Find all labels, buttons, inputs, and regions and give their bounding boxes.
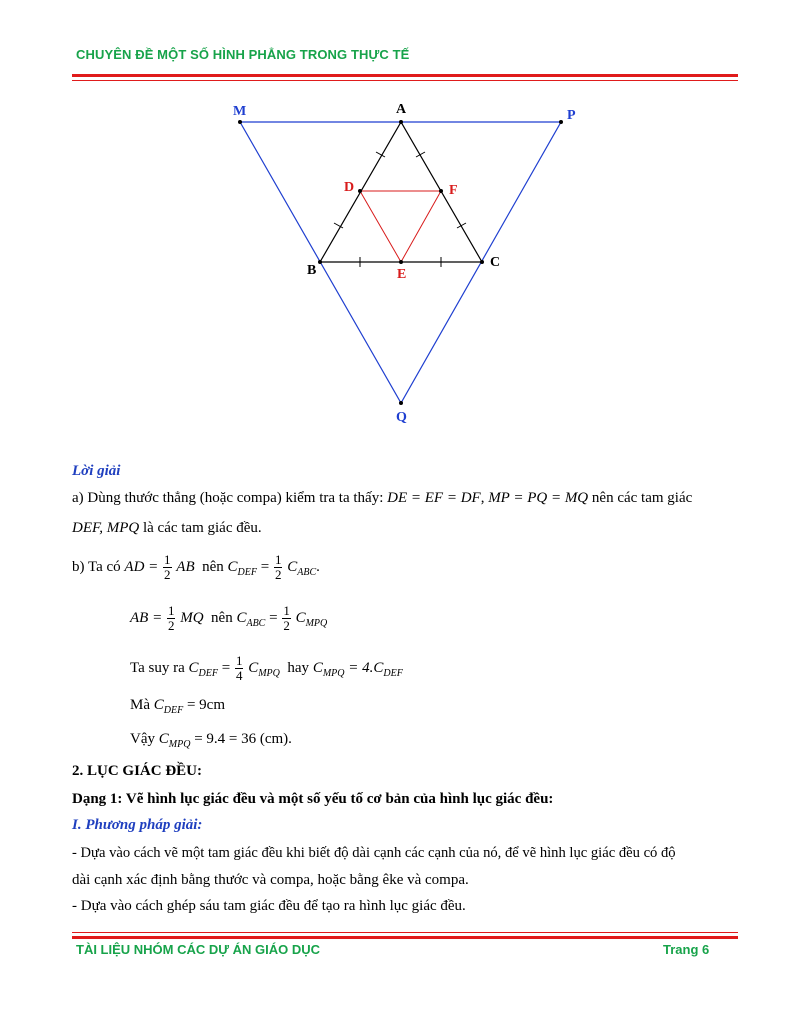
label-a: A (396, 102, 407, 117)
solution-b-line1: b) Ta có AD = $\frac{1}{2}$ AB nên $C_{DEF}$ = $\frac{1}{2}$ $C_{ABC}$. (72, 552, 320, 582)
label-m: M (233, 104, 247, 119)
section2-title: 2. LỤC GIÁC ĐỀU: (72, 763, 203, 779)
section2-dang1: Dạng 1: Vẽ hình lục giác đều và một số yếu tố cơ bản của hình lục giác đều: (72, 791, 554, 807)
point-f (439, 189, 443, 193)
section2-p1-line2: dài cạnh xác định bằng thước và compa, hoặc bằng êke và compa. (72, 872, 469, 888)
point-a (399, 120, 403, 124)
triangle-figure (0, 95, 792, 435)
section2-p2: - Dựa vào cách ghép sáu tam giác đều để tạo ra hình lục giác đều. (72, 898, 466, 914)
point-e (399, 260, 403, 264)
label-p: P (567, 108, 576, 123)
footer-rule (72, 936, 738, 939)
label-f: F (449, 183, 458, 198)
label-b: B (307, 263, 317, 278)
section2-p1-line1: - Dựa vào cách vẽ một tam giác đều khi biết độ dài cạnh các cạnh của nó, để vẽ hình lục giác đều có độ (72, 845, 676, 861)
label-d: D (344, 180, 355, 195)
point-q (399, 401, 403, 405)
footer-left: TÀI LIỆU NHÓM CÁC DỰ ÁN GIÁO DỤC (76, 942, 321, 957)
page-header-title: CHUYÊN ĐỀ MỘT SỐ HÌNH PHẲNG TRONG THỰC TẾ (76, 47, 410, 62)
triangle-def (360, 191, 441, 262)
header-rule (72, 74, 738, 77)
solution-b-line5: Vậy $C_{MPQ} = 9.4 = 36$ (cm). (130, 731, 292, 750)
point-p (559, 120, 563, 124)
point-c (480, 260, 484, 264)
label-q: Q (396, 410, 407, 425)
solution-a-line2: DEF, MPQ là các tam giác đều. (72, 520, 262, 536)
solution-b-line4: Mà $C_{DEF} = 9cm$ (130, 697, 226, 716)
solution-a-line1: a) Dùng thước thẳng (hoặc compa) kiểm tra ta thấy: DE = EF = DF, MP = PQ = MQ nên các tam giác (72, 490, 693, 506)
solution-b-line2: AB = $\frac{1}{2}$ MQ nên $C_{ABC}$ = $\frac{1}{2}$ $C_{MPQ}$ (130, 603, 328, 633)
point-m (238, 120, 242, 124)
solution-b-line3: Ta suy ra $C_{DEF}$ = $\frac{1}{4}$ $C_{MPQ}$ hay $C_{MPQ} = 4.C_{DEF}$ (130, 653, 403, 683)
page-number: Trang 6 (663, 942, 710, 957)
tick-marks (334, 152, 466, 267)
label-c: C (490, 255, 501, 270)
section2-method: I. Phương pháp giải: (72, 817, 203, 833)
footer-rule-thin (72, 932, 738, 933)
header-rule-thin (72, 80, 738, 81)
solution-heading: Lời giải (72, 463, 121, 479)
label-e: E (397, 267, 407, 282)
point-d (358, 189, 362, 193)
point-b (318, 260, 322, 264)
